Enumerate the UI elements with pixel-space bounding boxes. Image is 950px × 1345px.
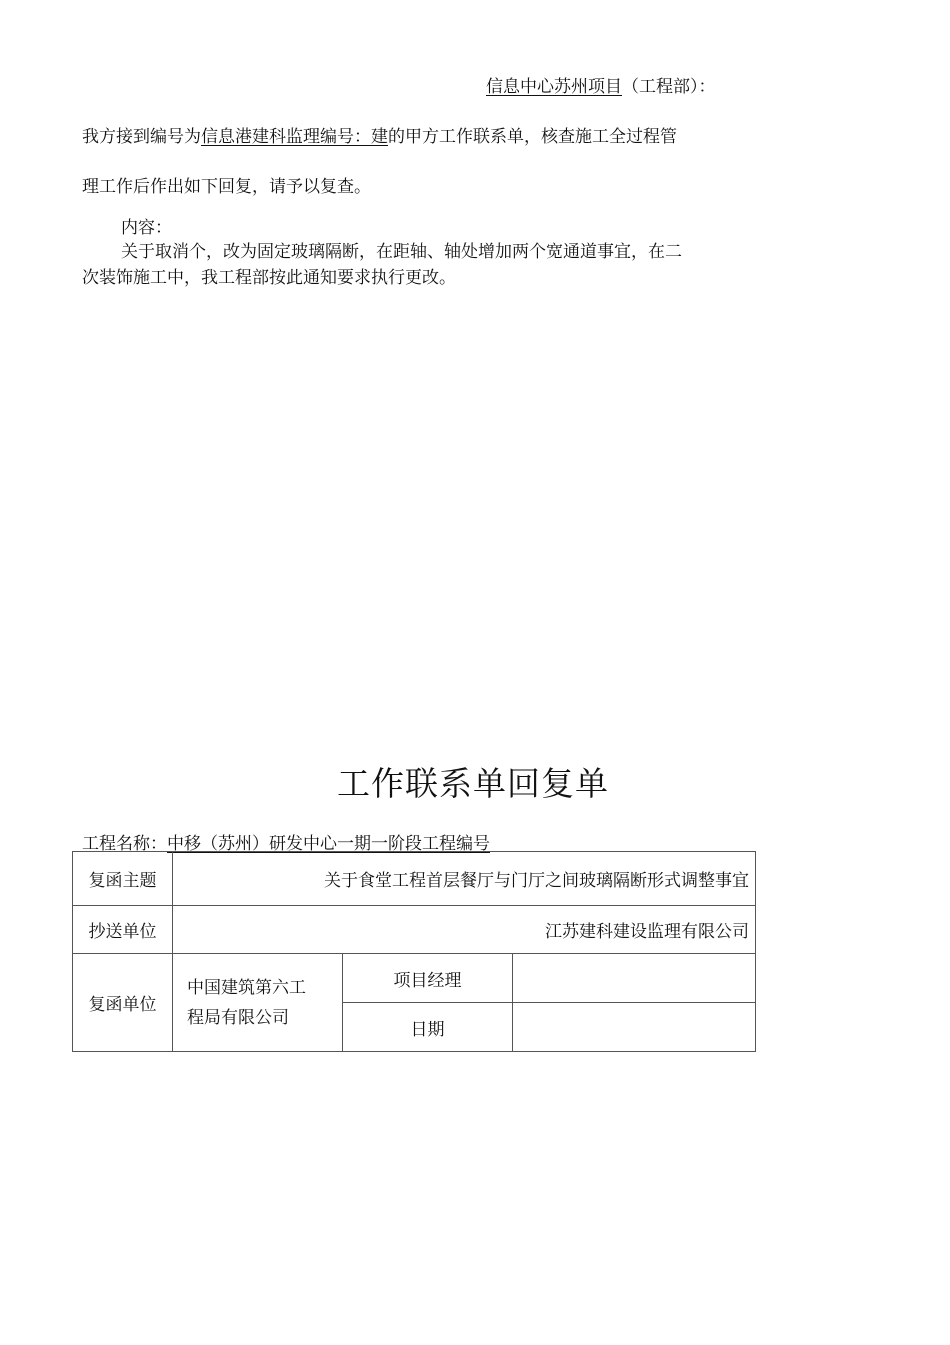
reply-form-table bbox=[72, 851, 756, 1052]
addressee-name: 信息中心苏州项目 bbox=[486, 77, 622, 97]
reply-unit-row bbox=[73, 954, 756, 1003]
reply-unit-label: 复函单位 bbox=[73, 954, 173, 1052]
project-manager-label: 项目经理 bbox=[343, 954, 513, 1003]
form-title: 工作联系单回复单 bbox=[337, 764, 609, 803]
content-line-1: 关于取消个，改为固定玻璃隔断，在距轴、轴处增加两个宽通道事宜，在二 bbox=[121, 242, 682, 262]
letter-paragraph-2: 理工作后作出如下回复，请予以复查。 bbox=[82, 177, 371, 197]
content-line-2: 次装饰施工中，我工程部按此通知要求执行更改。 bbox=[82, 268, 456, 288]
cc-label: 抄送单位 bbox=[73, 906, 173, 954]
p1-prefix: 我方接到编号为 bbox=[82, 127, 201, 147]
reply-unit-line-1: 中国建筑第六工 bbox=[187, 977, 306, 998]
letter-addressee bbox=[486, 72, 716, 97]
cc-row bbox=[73, 906, 756, 954]
cc-value: 江苏建科建设监理有限公司 bbox=[173, 906, 756, 954]
project-label: 工程名称： bbox=[82, 834, 167, 854]
project-manager-value[interactable] bbox=[513, 954, 756, 1003]
letter-paragraph-1 bbox=[82, 122, 677, 147]
reply-unit-line-2: 程局有限公司 bbox=[187, 1007, 289, 1028]
content-label: 内容： bbox=[121, 218, 172, 238]
p1-suffix: 的甲方工作联系单，核查施工全过程管 bbox=[388, 127, 677, 147]
date-label: 日期 bbox=[343, 1003, 513, 1052]
date-value[interactable] bbox=[513, 1003, 756, 1052]
reference-number: 信息港建科监理编号：建 bbox=[201, 127, 388, 147]
subject-row bbox=[73, 852, 756, 906]
reply-unit-value bbox=[173, 954, 343, 1052]
subject-label: 复函主题 bbox=[73, 852, 173, 906]
project-name: 中移（苏州）研发中心一期一阶段工程编号 bbox=[167, 834, 490, 854]
subject-value: 关于食堂工程首层餐厅与门厅之间玻璃隔断形式调整事宜 bbox=[173, 852, 756, 906]
addressee-suffix: （工程部）： bbox=[622, 77, 716, 97]
